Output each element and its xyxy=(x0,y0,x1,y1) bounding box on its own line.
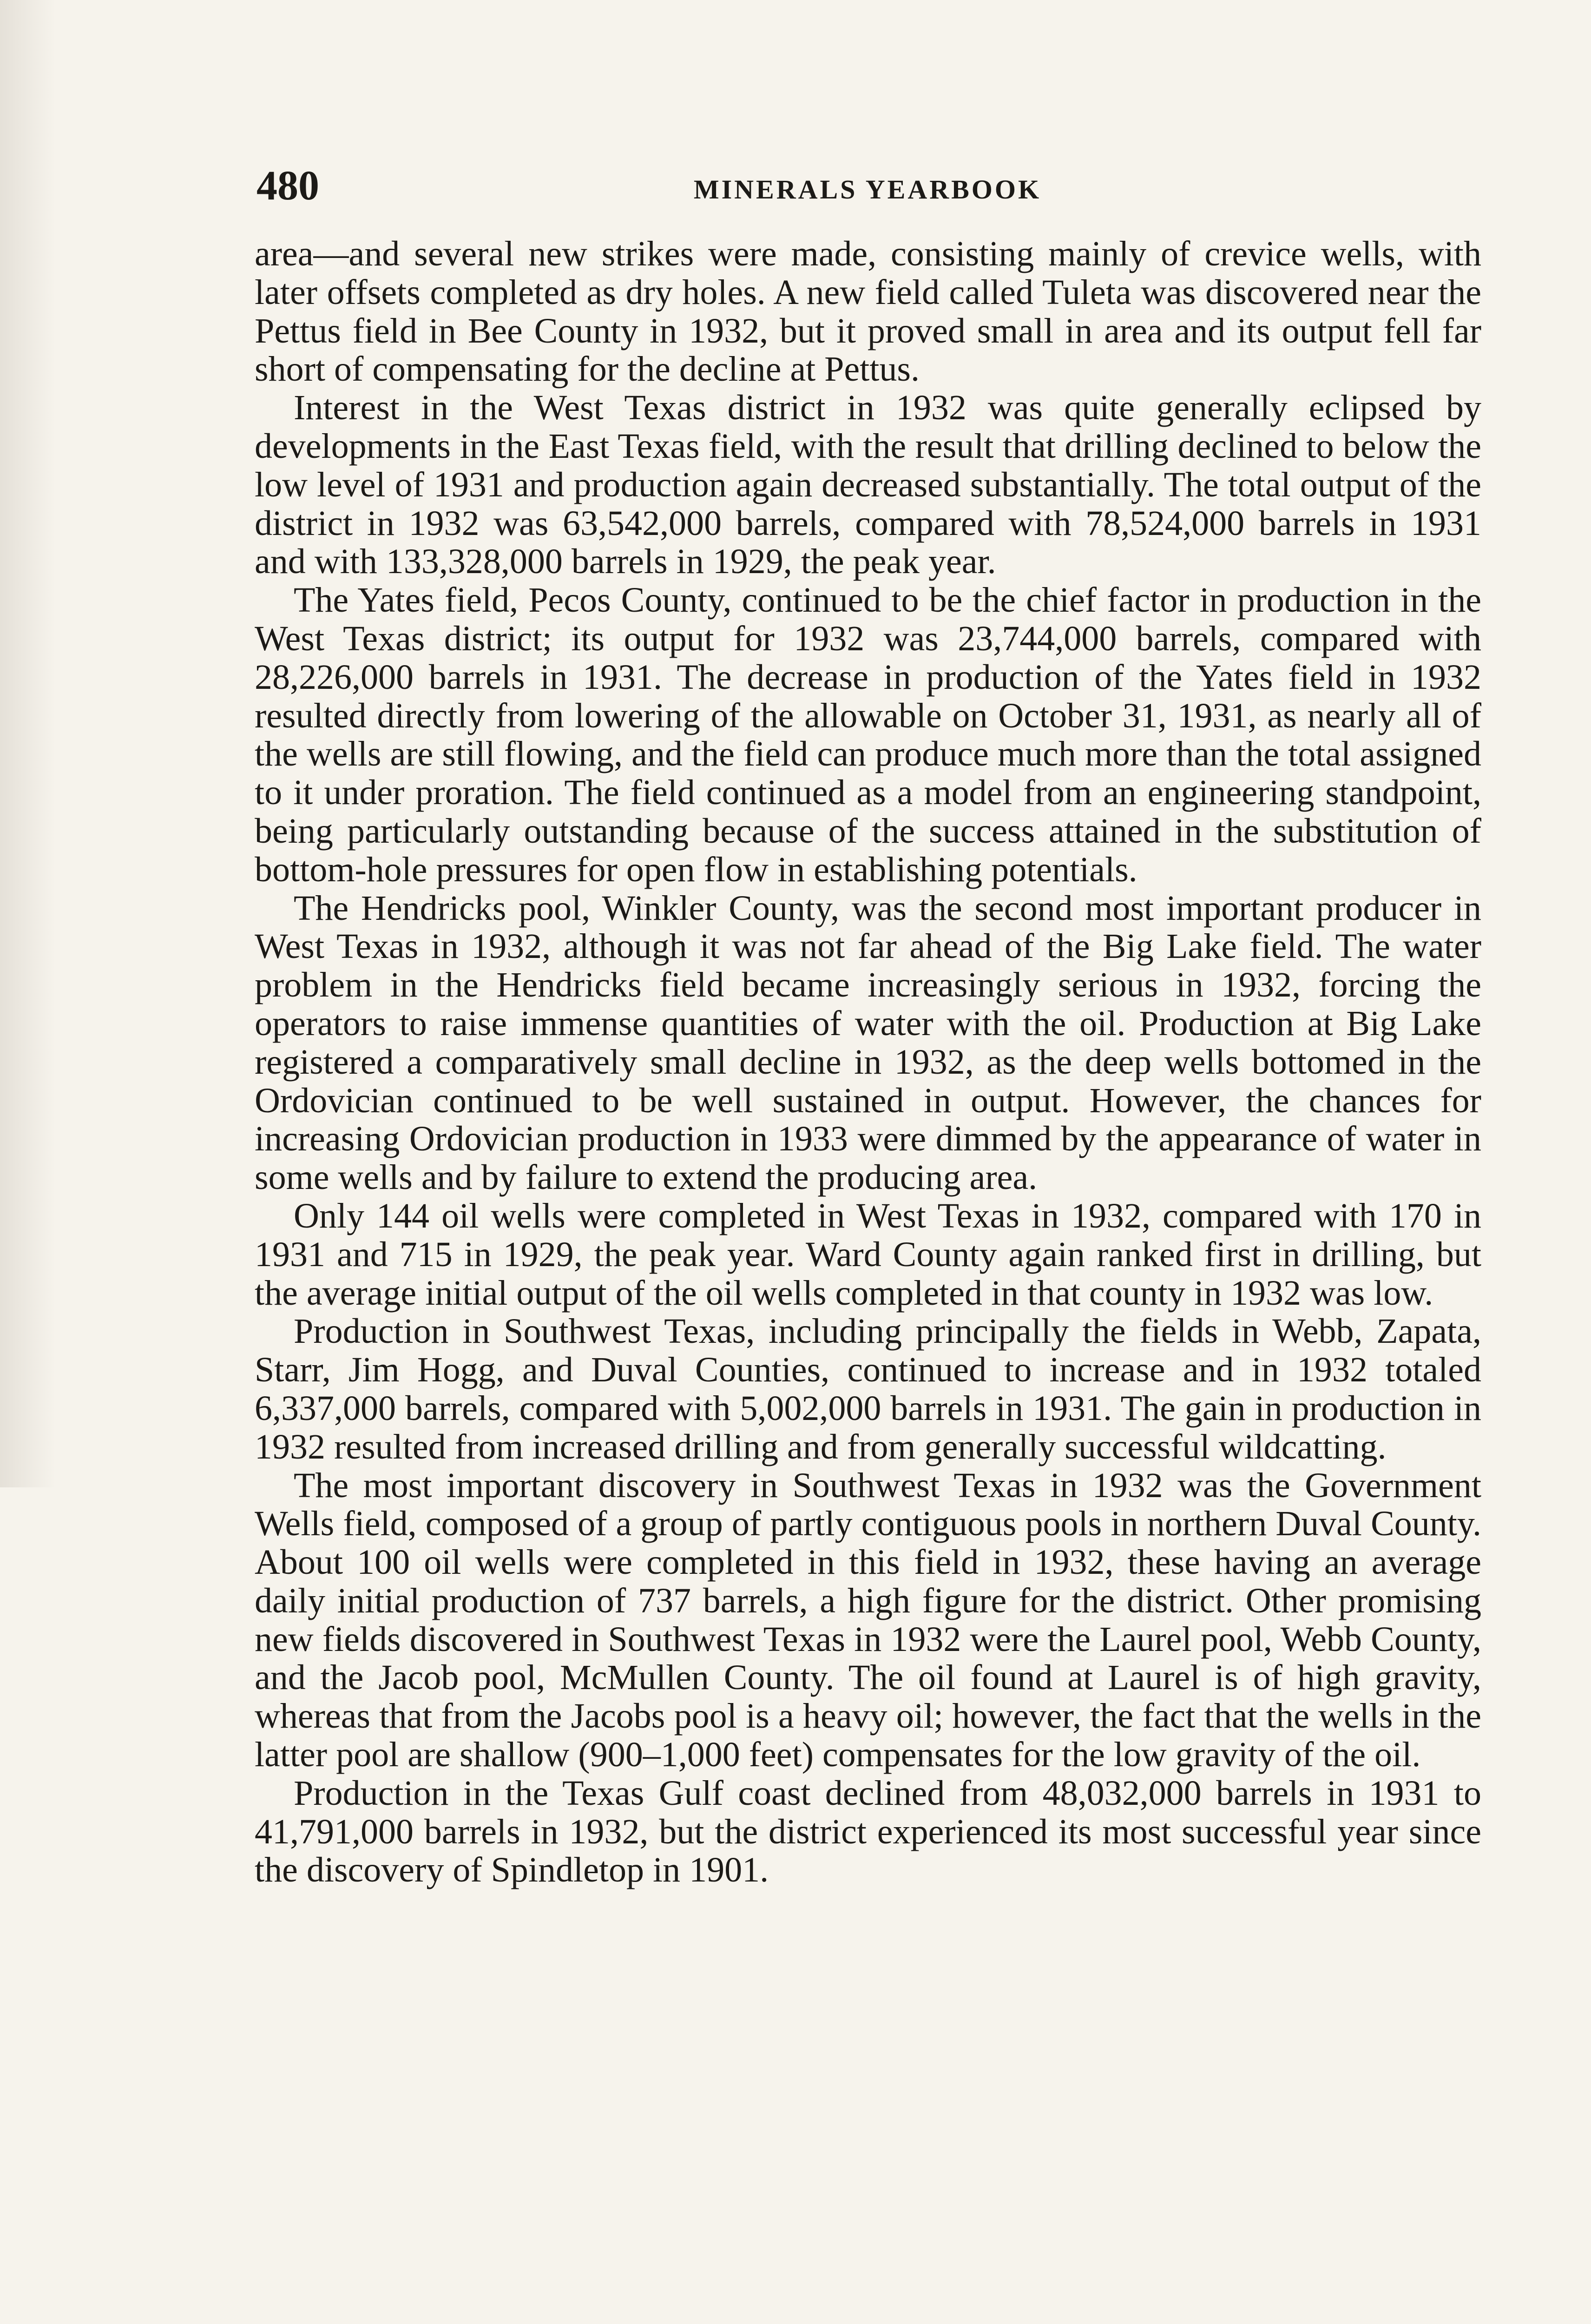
paragraph-government-wells: The most important discovery in Southwest Texas in 1932 was the Government Wells field, composed of a group of partly contiguous pools in northern Duval County. About 100 oil wells were completed in this field in 1932, these having an average daily initial production of 737 barrels, a high figure for the district. Other promising new fields discovered in Southwest Texas in 1932 were the Laurel pool, Webb County, and the Jacob pool, McMullen County. The oil found at Laurel is of high gravity, whereas that from the Jacobs pool is a heavy oil; however, the fact that the wells in the latter pool are shallow (900–1,000 feet) compensates for the low gravity of the oil. xyxy=(255,1466,1481,1775)
text-body xyxy=(255,235,1481,1889)
paragraph-pettus-continued: area—and several new strikes were made, consisting mainly of crevice wells, with later offsets completed as dry holes. A new field called Tuleta was discovered near the Pettus field in Bee County in 1932, but it proved small in area and its output fell far short of compensating for the decline at Pettus. xyxy=(255,234,1481,389)
page-number: 480 xyxy=(256,163,319,209)
paragraph-gulf-coast: Production in the Texas Gulf coast declined from 48,032,000 barrels in 1931 to 41,791,000 barrels in 1932, but the district experienced its most successful year since the discovery of Spindletop in 1901. xyxy=(255,1773,1481,1890)
running-title: MINERALS YEARBOOK xyxy=(693,174,1042,205)
paragraph-hendricks-pool: The Hendricks pool, Winkler County, was the second most important producer in West Texas in 1932, although it was not far ahead of the Big Lake field. The water problem in the Hendricks field became increasingly serious in 1932, forcing the operators to raise immense quantities of water with the oil. Production at Big Lake registered a comparatively small decline in 1932, as the deep wells bottomed in the Ordovician continued to be well sustained in output. However, the chances for increasing Ordovician production in 1933 were dimmed by the appearance of water in some wells and by failure to extend the producing area. xyxy=(255,888,1481,1197)
paragraph-wells-completed: Only 144 oil wells were completed in West Texas in 1932, compared with 170 in 1931 and 715 in 1929, the peak year. Ward County again ranked first in drilling, but the average initial output of the oil wells completed in that county in 1932 was low. xyxy=(255,1196,1481,1313)
page-header xyxy=(256,160,1479,211)
paragraph-southwest-texas: Production in Southwest Texas, including principally the fields in Webb, Zapata, Starr, Jim Hogg, and Duval Counties, continued to increase and in 1932 totaled 6,337,000 barrels, compared with 5,002,000 barrels in 1931. The gain in production in 1932 resulted from increased drilling and from generally successful wildcatting. xyxy=(255,1312,1481,1466)
paragraph-west-texas: Interest in the West Texas district in 1932 was quite generally eclipsed by developments in the East Texas field, with the result that drilling declined to below the low level of 1931 and production again decreased substantially. The total output of the district in 1932 was 63,542,000 barrels, compared with 78,524,000 barrels in 1931 and with 133,328,000 barrels in 1929, the peak year. xyxy=(255,388,1481,581)
scan-edge-shadow xyxy=(0,0,56,1487)
paragraph-yates-field: The Yates field, Pecos County, continued to be the chief factor in production in the West Texas district; its output for 1932 was 23,744,000 barrels, compared with 28,226,000 barrels in 1931. The decrease in production of the Yates field in 1932 resulted directly from lowering of the allowable on October 31, 1931, as nearly all of the wells are still flowing, and the field can produce much more than the total assigned to it under proration. The field continued as a model from an engineering standpoint, being particularly outstanding because of the success attained in the substitution of bottom-hole pressures for open flow in establishing potentials. xyxy=(255,581,1481,889)
